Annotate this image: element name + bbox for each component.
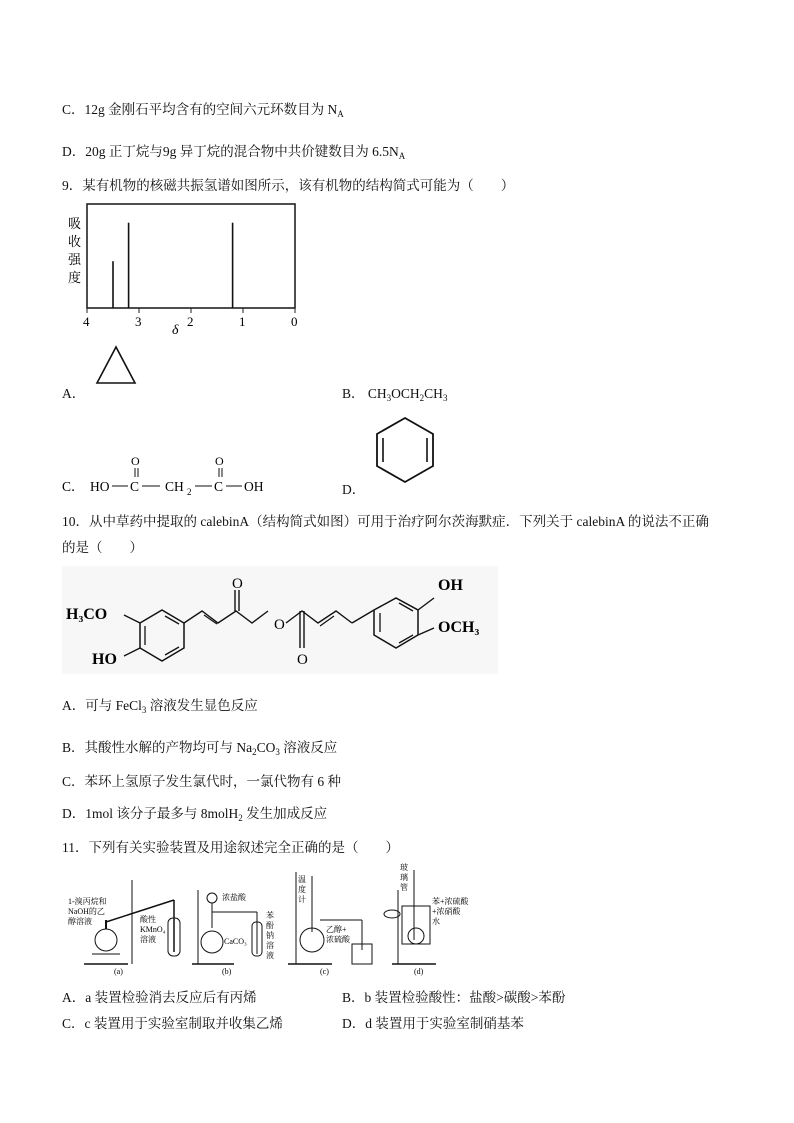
ylabel-char: 收 [68,234,82,249]
option-label: C． [62,479,85,494]
svg-text:钠: 钠 [266,931,274,940]
ketone-oxygen: O [232,576,243,592]
hydroxy-label: HO [92,651,117,668]
x-tick-label: 0 [291,314,298,329]
hydroxy-label-right: OH [438,577,463,594]
q9-option-b: B． $CH_3OCH_2CH_3$ [342,386,448,403]
apparatus-b [192,890,274,976]
cyclopropane-structure [92,343,140,387]
svg-text:管: 管 [400,883,408,892]
cyclohexadiene-structure [370,412,440,488]
svg-text:液: 液 [266,951,274,960]
calebin-a-structure [62,566,498,674]
svg-text:溶: 溶 [266,941,274,950]
ylabel-char: 强 [68,252,82,267]
svg-text:O: O [131,454,140,468]
q10-option-b: B．其酸性水解的产物均可与 $Na_2CO_3$ 溶液反应 [62,740,338,757]
q11-option-a: A．a 装置检验消去反应后有丙烯 [62,990,257,1005]
q8-option-c: C．12g 金刚石平均含有的空间六元环数目为 $N_A$ [62,102,344,119]
svg-text:玻: 玻 [400,863,408,872]
x-tick-label: 3 [135,314,142,329]
svg-text:水: 水 [432,917,440,926]
apparatus-a [68,880,180,976]
apparatus-d [384,862,470,976]
nmr-spectrum [62,200,302,340]
svg-text:(c): (c) [320,967,329,976]
svg-text:C: C [214,479,224,494]
svg-text:浓硫酸: 浓硫酸 [326,935,350,944]
svg-text:C: C [130,479,140,494]
svg-text:KMnO₄: KMnO₄ [140,925,166,934]
x-tick-label: 1 [239,314,246,329]
apparatus-c [288,872,372,976]
ylabel-char: 吸 [68,216,82,231]
svg-text:苯+浓硫酸: 苯+浓硫酸 [432,897,469,906]
experiment-apparatus-figure [62,860,469,976]
svg-text:1-溴丙烷和: 1-溴丙烷和 [68,897,107,906]
q11-stem: 11．下列有关实验装置及用途叙述完全正确的是（ ） [62,840,399,855]
x-axis-label: δ [172,323,179,338]
q11-option-d: D．d 装置用于实验室制硝基苯 [342,1016,524,1031]
q10-stem-line2: 的是（ ） [62,540,143,555]
x-tick-label: 4 [83,314,90,329]
q9-option-a-label: A． [62,386,86,401]
svg-text:O: O [215,454,224,468]
q11-option-c: C．c 装置用于实验室制取并收集乙烯 [62,1016,283,1031]
q11-option-b: B．b 装置检验酸性：盐酸>碳酸>苯酚 [342,990,566,1005]
q10-option-a: A．可与 FeCl$_3$ 溶液发生显色反应 [62,698,258,715]
svg-text:计: 计 [298,895,306,904]
methoxy-label: H₃CO [66,606,108,623]
svg-text:NaOH的乙: NaOH的乙 [68,907,105,916]
carbonyl-oxygen: O [297,652,308,668]
q9-stem: 9．某有机物的核磁共振氢谱如图所示，该有机物的结构简式可能为（ ） [62,178,515,193]
svg-text:2: 2 [187,487,192,497]
q10-stem-line1: 10．从中草药中提取的 calebinA（结构简式如图）可用于治疗阿尔茨海默症．下列关于 calebinA 的说法不正确 [62,514,709,529]
svg-text:度: 度 [298,885,306,894]
x-tick-label: 2 [187,314,194,329]
ylabel-char: 度 [68,270,82,285]
q9-option-d-label: D． [342,482,366,497]
svg-text:溶液: 溶液 [140,935,156,944]
svg-text:酸性: 酸性 [140,915,156,924]
methoxy-label-right: OCH₃ [438,619,480,636]
svg-text:(a): (a) [114,967,123,976]
svg-text:浓盐酸: 浓盐酸 [222,893,246,902]
svg-text:苯: 苯 [266,911,274,920]
svg-text:CH: CH [165,479,184,494]
svg-text:酚: 酚 [266,921,274,930]
svg-text:HO: HO [90,479,110,494]
ester-oxygen: O [274,617,285,633]
svg-text:+浓硝酸: +浓硝酸 [432,907,461,916]
svg-text:(b): (b) [222,967,232,976]
svg-text:醇溶液: 醇溶液 [68,917,92,926]
svg-text:CaCO₃: CaCO₃ [224,937,247,946]
svg-text:璃: 璃 [400,873,408,882]
svg-text:温: 温 [298,875,306,884]
q8-option-d: D．20g 正丁烷与9g 异丁烷的混合物中共价键数目为 $6.5N_A$ [62,144,406,161]
q10-option-d: D．1mol 该分子最多与 8molH$_2$ 发生加成反应 [62,806,328,823]
q10-option-c: C．苯环上氢原子发生氯代时，一氯代物有 6 种 [62,774,342,789]
svg-text:乙醇+: 乙醇+ [326,925,347,934]
svg-text:(d): (d) [414,967,424,976]
malonic-acid-structure [62,450,282,498]
svg-text:OH: OH [244,479,264,494]
